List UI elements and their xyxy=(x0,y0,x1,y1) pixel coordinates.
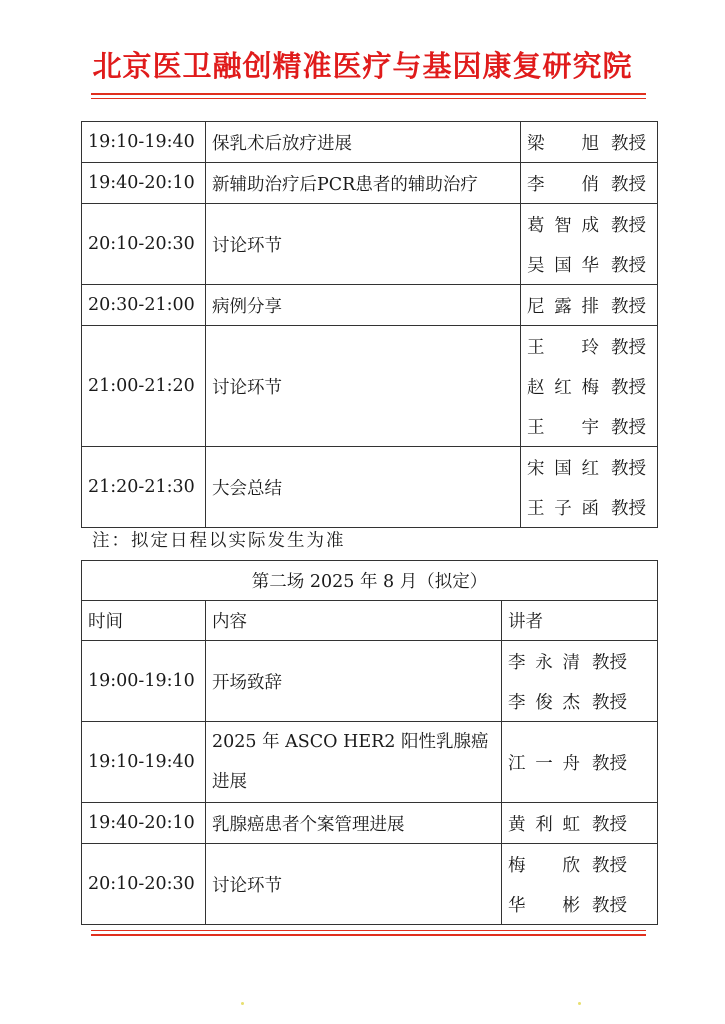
session-topic: 开场致辞 xyxy=(206,641,502,722)
session-time: 21:20-21:30 xyxy=(82,447,206,528)
session-speakers xyxy=(521,204,658,285)
session-topic: 新辅助治疗后PCR患者的辅助治疗 xyxy=(206,163,521,204)
speaker-name: 宋国红 xyxy=(527,458,599,479)
session-speakers xyxy=(521,326,658,447)
speaker-entry xyxy=(502,884,657,924)
speaker-entry xyxy=(521,366,657,406)
speaker-title: 教授 xyxy=(611,215,646,236)
session-speakers xyxy=(521,447,658,528)
speaker-entry xyxy=(502,681,657,721)
session-time: 19:40-20:10 xyxy=(82,803,206,844)
table-row xyxy=(82,803,658,844)
header-speaker: 讲者 xyxy=(502,601,658,641)
speaker-name: 王 宇 xyxy=(527,417,599,438)
scan-speck xyxy=(578,1002,581,1005)
session-topic: 讨论环节 xyxy=(206,844,502,925)
institute-title: 北京医卫融创精准医疗与基因康复研究院 xyxy=(92,49,633,83)
session-speakers xyxy=(502,844,658,925)
session-speakers xyxy=(521,285,658,326)
table-row xyxy=(82,122,658,163)
speaker-entry xyxy=(521,487,657,527)
speaker-name: 梅 欣 xyxy=(508,855,580,876)
speaker-title: 教授 xyxy=(611,255,646,276)
session-time: 19:10-19:40 xyxy=(82,122,206,163)
session-topic: 2025 年 ASCO HER2 阳性乳腺癌进展 xyxy=(206,722,502,803)
header-rule-thin xyxy=(91,98,646,99)
session-speakers xyxy=(502,722,658,803)
session-topic: 大会总结 xyxy=(206,447,521,528)
session-time: 20:10-20:30 xyxy=(82,204,206,285)
speaker-entry xyxy=(502,742,657,782)
speaker-title: 教授 xyxy=(592,652,627,673)
speaker-title: 教授 xyxy=(611,377,646,398)
footer-rule-thin xyxy=(91,930,646,931)
speaker-entry xyxy=(521,204,657,244)
speaker-title: 教授 xyxy=(611,498,646,519)
session-topic: 病例分享 xyxy=(206,285,521,326)
session-time: 19:00-19:10 xyxy=(82,641,206,722)
speaker-name: 李俊杰 xyxy=(508,692,580,713)
speaker-name: 梁 旭 xyxy=(527,133,599,154)
header-time: 时间 xyxy=(82,601,206,641)
table-row xyxy=(82,641,658,722)
session-time: 19:40-20:10 xyxy=(82,163,206,204)
speaker-name: 李永清 xyxy=(508,652,580,673)
schedule-table-session-1 xyxy=(81,121,658,528)
schedule-table-session-2 xyxy=(81,560,658,925)
session-topic: 讨论环节 xyxy=(206,204,521,285)
session-speakers xyxy=(521,122,658,163)
session-speakers xyxy=(521,163,658,204)
speaker-name: 葛智成 xyxy=(527,215,599,236)
speaker-title: 教授 xyxy=(611,133,646,154)
speaker-entry xyxy=(521,447,657,487)
speaker-entry xyxy=(521,326,657,366)
speaker-name: 华 彬 xyxy=(508,895,580,916)
header-content: 内容 xyxy=(206,601,502,641)
session-time: 21:00-21:20 xyxy=(82,326,206,447)
speaker-title: 教授 xyxy=(592,692,627,713)
speaker-name: 黄利虹 xyxy=(508,814,580,835)
speaker-title: 教授 xyxy=(592,814,627,835)
speaker-entry xyxy=(502,803,657,843)
session-speakers xyxy=(502,803,658,844)
session-time: 20:10-20:30 xyxy=(82,844,206,925)
speaker-name: 吴国华 xyxy=(527,255,599,276)
table-row xyxy=(82,447,658,528)
speaker-title: 教授 xyxy=(592,895,627,916)
speaker-name: 赵红梅 xyxy=(527,377,599,398)
table-row xyxy=(82,285,658,326)
table-row xyxy=(82,204,658,285)
table-row xyxy=(82,844,658,925)
session-topic: 乳腺癌患者个案管理进展 xyxy=(206,803,502,844)
speaker-name: 江一舟 xyxy=(508,753,580,774)
table-row xyxy=(82,163,658,204)
schedule-note: 注：拟定日程以实际发生为准 xyxy=(92,531,346,551)
speaker-title: 教授 xyxy=(611,337,646,358)
table-row xyxy=(82,722,658,803)
footer-rule-thick xyxy=(91,934,646,936)
session-caption: 第二场 2025 年 8 月（拟定） xyxy=(82,561,658,601)
session-topic: 保乳术后放疗进展 xyxy=(206,122,521,163)
speaker-entry xyxy=(502,844,657,884)
speaker-name: 尼露排 xyxy=(527,296,599,317)
header-rule-thick xyxy=(91,93,646,95)
speaker-title: 教授 xyxy=(592,855,627,876)
speaker-entry xyxy=(521,406,657,446)
session-topic: 讨论环节 xyxy=(206,326,521,447)
speaker-name: 王 玲 xyxy=(527,337,599,358)
session-speakers xyxy=(502,641,658,722)
speaker-title: 教授 xyxy=(611,417,646,438)
speaker-entry xyxy=(502,641,657,681)
speaker-title: 教授 xyxy=(611,458,646,479)
session-time: 20:30-21:00 xyxy=(82,285,206,326)
speaker-title: 教授 xyxy=(611,174,646,195)
speaker-entry xyxy=(521,285,657,325)
table-row xyxy=(82,326,658,447)
speaker-entry xyxy=(521,244,657,284)
session-time: 19:10-19:40 xyxy=(82,722,206,803)
scan-speck xyxy=(241,1002,244,1005)
speaker-entry xyxy=(521,122,657,162)
speaker-name: 王子函 xyxy=(527,498,599,519)
speaker-title: 教授 xyxy=(592,753,627,774)
speaker-title: 教授 xyxy=(611,296,646,317)
speaker-entry xyxy=(521,163,657,203)
speaker-name: 李 俏 xyxy=(527,174,599,195)
